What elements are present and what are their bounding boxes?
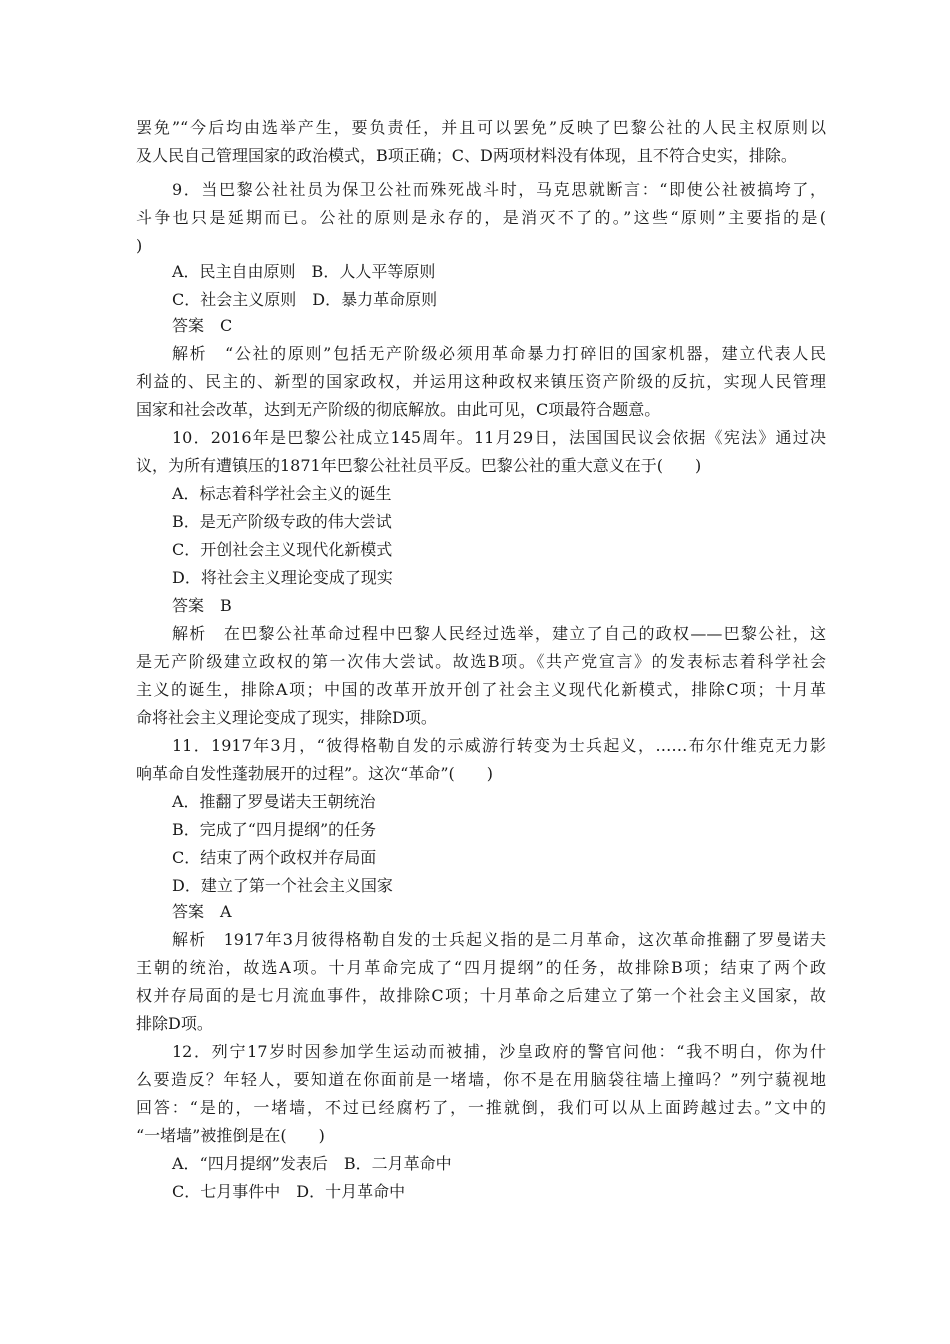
q9-answer: 答案 C <box>172 316 233 335</box>
q11-stem-2: 响革命自发性蓬勃展开的过程”。这次“革命”( ) <box>136 764 494 783</box>
q12-options-ab: A．“四月提纲”发表后 B．二月革命中 <box>172 1154 452 1173</box>
q11-option-c: C．结束了两个政权并存局面 <box>172 848 377 867</box>
q11-stem-1: 11．1917年3月，“彼得格勒自发的示威游行转变为士兵起义，……布尔什维克无力影 <box>172 736 826 755</box>
q10-explanation-4: 命将社会主义理论变成了现实，排除D项。 <box>136 708 437 727</box>
intro-line-2: 及人民自己管理国家的政治模式，B项正确；C、D两项材料没有体现，且不符合史实，排除。 <box>136 146 797 165</box>
q9-explanation-2: 利益的、民主的、新型的国家政权，并运用这种政权来镇压资产阶级的反抗，实现人民管理 <box>136 372 826 391</box>
q12-stem-3: 回答：“是的，一堵墙，不过已经腐朽了，一推就倒，我们可以从上面跨越过去。”文中的 <box>136 1098 826 1117</box>
q11-option-a: A．推翻了罗曼诺夫王朝统治 <box>172 792 376 811</box>
q9-stem-2: 斗争也只是延期而已。公社的原则是永存的，是消灭不了的。”这些“原则”主要指的是( <box>136 208 826 227</box>
q10-stem-2: 议，为所有遭镇压的1871年巴黎公社社员平反。巴黎公社的重大意义在于( ) <box>136 456 702 475</box>
q11-option-d: D．建立了第一个社会主义国家 <box>172 876 393 895</box>
q10-option-d: D．将社会主义理论变成了现实 <box>172 568 393 587</box>
q9-options-cd: C．社会主义原则 D．暴力革命原则 <box>172 290 438 309</box>
q10-explanation-2: 是无产阶级建立政权的第一次伟大尝试。故选B项。《共产党宣言》的发表标志着科学社会 <box>136 652 826 671</box>
q11-answer: 答案 A <box>172 902 232 921</box>
q12-stem-1: 12．列宁17岁时因参加学生运动而被捕，沙皇政府的警官问他：“我不明白，你为什 <box>172 1042 826 1061</box>
q10-option-a: A．标志着科学社会主义的诞生 <box>172 484 392 503</box>
q10-explanation-1: 解析 在巴黎公社革命过程中巴黎人民经过选举，建立了自己的政权——巴黎公社，这 <box>172 624 826 643</box>
q12-options-cd: C．七月事件中 D．十月革命中 <box>172 1182 406 1201</box>
q11-explanation-1: 解析 1917年3月彼得格勒自发的士兵起义指的是二月革命，这次革命推翻了罗曼诺夫 <box>172 930 826 949</box>
q9-options-ab: A．民主自由原则 B．人人平等原则 <box>172 262 436 281</box>
q9-explanation-3: 国家和社会改革，达到无产阶级的彻底解放。由此可见，C项最符合题意。 <box>136 400 661 419</box>
q10-answer: 答案 B <box>172 596 232 615</box>
intro-line-1: 罢免”“今后均由选举产生，要负责任，并且可以罢免”反映了巴黎公社的人民主权原则以 <box>136 118 826 137</box>
q9-stem-1: 9．当巴黎公社社员为保卫公社而殊死战斗时，马克思就断言：“即使公社被搞垮了， <box>172 180 826 199</box>
q11-explanation-2: 王朝的统治，故选A项。十月革命完成了“四月提纲”的任务，故排除B项；结束了两个政 <box>136 958 826 977</box>
q10-explanation-3: 主义的诞生，排除A项；中国的改革开放开创了社会主义现代化新模式，排除C项；十月革 <box>136 680 826 699</box>
q11-explanation-4: 排除D项。 <box>136 1014 213 1033</box>
q10-option-c: C．开创社会主义现代化新模式 <box>172 540 393 559</box>
q12-stem-2: 么要造反？年轻人，要知道在你面前是一堵墙，你不是在用脑袋往墙上撞吗？”列宁藐视地 <box>136 1070 826 1089</box>
q9-stem-3: ) <box>136 236 143 255</box>
q10-stem-1: 10．2016年是巴黎公社成立145周年。11月29日，法国国民议会依据《宪法》通过决 <box>172 428 826 447</box>
q11-option-b: B．完成了“四月提纲”的任务 <box>172 820 377 839</box>
q9-explanation-1: 解析 “公社的原则”包括无产阶级必须用革命暴力打碎旧的国家机器，建立代表人民 <box>172 344 826 363</box>
q10-option-b: B．是无产阶级专政的伟大尝试 <box>172 512 392 531</box>
q11-explanation-3: 权并存局面的是七月流血事件，故排除C项；十月革命之后建立了第一个社会主义国家，故 <box>136 986 826 1005</box>
q12-stem-4: “一堵墙”被推倒是在( ) <box>136 1126 325 1145</box>
